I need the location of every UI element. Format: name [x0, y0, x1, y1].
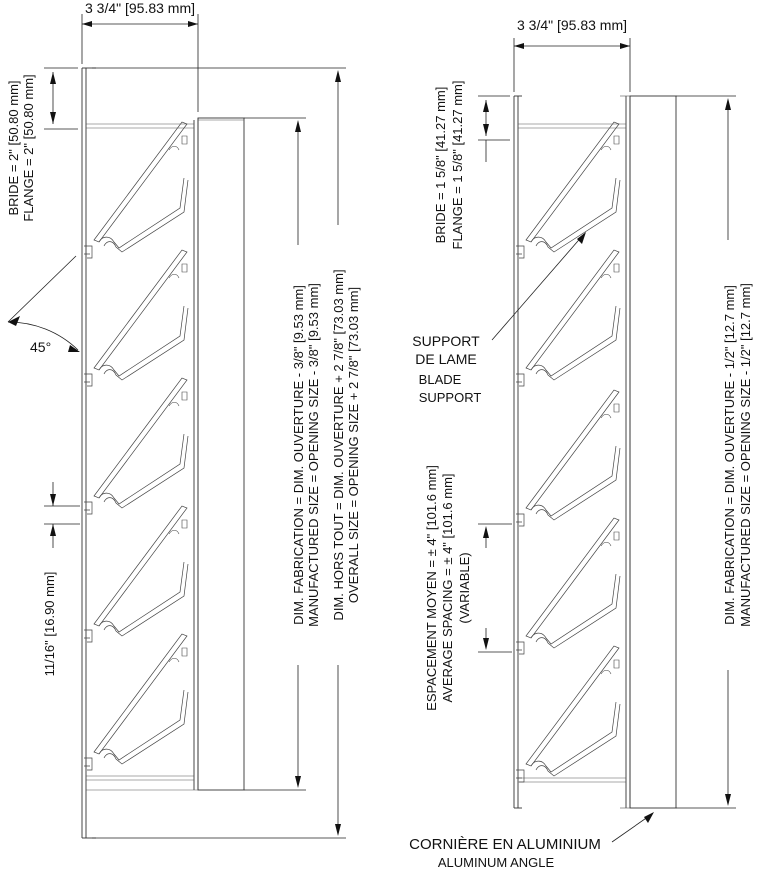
left-blades — [84, 122, 188, 770]
blade-support-en-line2: SUPPORT — [418, 390, 482, 405]
right-frame — [514, 96, 676, 808]
left-manufactured-en-label: MANUFACTURED SIZE = OPENING SIZE - 3/8" [9.53 mm] — [306, 283, 321, 627]
right-top-width-label: 3 3/4" [95.83 mm] — [516, 17, 628, 33]
blade-support-fr-line1: SUPPORT — [412, 333, 480, 349]
left-top-width-dimension — [82, 0, 198, 112]
left-overall-en-label: OVERALL SIZE = OPENING SIZE + 2 7/8" [73.03 mm] — [346, 286, 361, 604]
blade-support-callout — [412, 232, 586, 405]
right-manufactured-dimension — [676, 96, 754, 808]
right-section — [409, 17, 754, 870]
left-flange-dimension — [6, 68, 78, 222]
left-angle-label: 45° — [30, 339, 52, 355]
left-overall-fr-label: DIM. HORS TOUT = DIM. OUVERTURE + 2 7/8" [73.03 mm] — [331, 269, 346, 621]
average-spacing-variable-label: (VARIABLE) — [457, 552, 472, 624]
average-spacing-en-label: AVERAGE SPACING = ± 4" [101.6 mm] — [440, 473, 455, 703]
blade-support-fr-line2: DE LAME — [415, 351, 477, 367]
right-flange-dimension — [433, 81, 510, 250]
aluminum-angle-fr-label: CORNIÈRE EN ALUMINIUM — [409, 836, 601, 853]
right-manufactured-fr-label: DIM. FABRICATION = DIM. OUVERTURE - 1/2" [12.7 mm] — [722, 285, 737, 625]
right-bride-label: BRIDE = 1 5/8" [41.27 mm] — [433, 86, 448, 244]
left-frame — [82, 68, 244, 838]
left-section — [6, 0, 368, 838]
average-spacing-dimension — [424, 465, 512, 711]
right-flange-label: FLANGE = 1 5/8" [41.27 mm] — [450, 80, 465, 250]
left-blade-depth-label: 11/16" [16.90 mm] — [42, 571, 57, 677]
aluminum-angle-callout — [409, 812, 654, 870]
left-bride-label: BRIDE = 2" [50.80 mm] — [6, 80, 21, 216]
right-top-width-dimension — [514, 17, 630, 92]
left-top-width-label: 3 3/4" [95.83 mm] — [84, 0, 196, 16]
right-blades — [516, 122, 620, 782]
left-manufactured-fr-label: DIM. FABRICATION = DIM. OUVERTURE - 3/8" [9.53 mm] — [291, 285, 306, 625]
right-manufactured-en-label: MANUFACTURED SIZE = OPENING SIZE - 1/2" [12.7 mm] — [738, 283, 753, 627]
aluminum-angle-en-label: ALUMINUM ANGLE — [437, 855, 555, 870]
blade-support-en-line1: BLADE — [418, 372, 462, 387]
left-manufactured-dimension — [244, 118, 329, 790]
left-blade-depth-dimension — [42, 482, 80, 676]
average-spacing-fr-label: ESPACEMENT MOYEN = ± 4" [101.6 mm] — [424, 465, 439, 711]
left-angle-dimension — [8, 256, 80, 355]
left-flange-label: FLANGE = 2" [50.80 mm] — [21, 74, 36, 222]
